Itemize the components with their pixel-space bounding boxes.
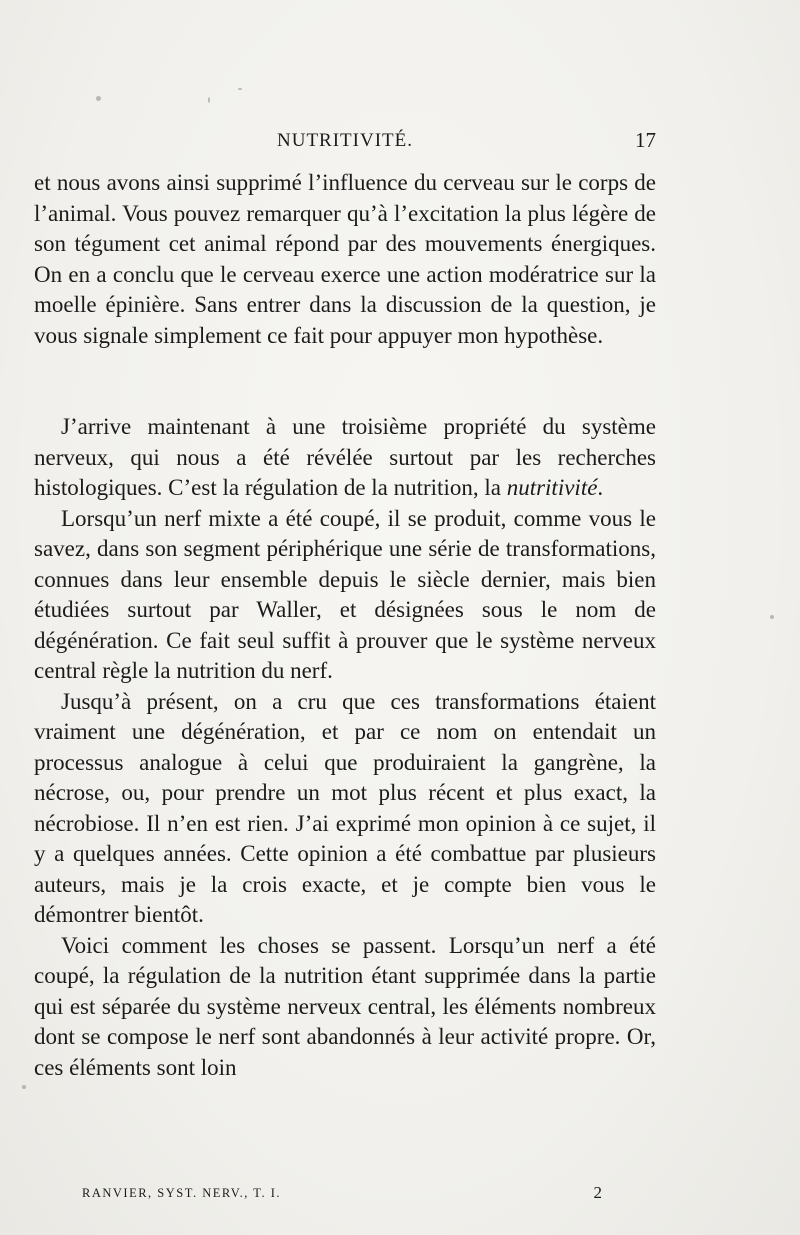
paragraph-4: Jusqu’à présent, on a cru que ces transformations étaient vraiment une dégénération, et par ce nom on entendait un processus analogue à celui que produiraient la gangrène, la nécrose, ou, pour prendre un mot plus récent et plus exact, la nécrobiose. Il n’en est rien. J’ai exprimé mon opinion à ce sujet, il y a quelques années. Cette opinion a été combattue par plusieurs auteurs, mais je la crois exacte, et je compte bien vous le démontrer bientôt. bbox=[34, 688, 656, 927]
paragraph-2-end: . bbox=[597, 475, 604, 500]
paper-speck bbox=[770, 615, 774, 619]
paragraph-3: Lorsqu’un nerf mixte a été coupé, il se produit, comme vous le savez, dans son segment périphérique une série de transformations, connues dans leur ensemble depuis le siècle dernier, mais bien étudiées surtout par Waller, et désignées sous le nom de dégénération. Ce fait seul suffit à prouver que le système nerveux central règle la nutrition du nerf. bbox=[34, 505, 656, 683]
paper-speck bbox=[22, 1085, 26, 1089]
paragraph-2 bbox=[34, 412, 656, 504]
running-title: NUTRITIVITÉ. bbox=[277, 130, 413, 151]
paper-speck bbox=[238, 88, 242, 90]
body-text bbox=[34, 168, 656, 1083]
paragraph-2-text: J’arrive maintenant à une troisième propriété du système nerveux, qui nous a été révélée surtout par les recherches histologiques. C’est la régulation de la nutrition, la bbox=[34, 414, 656, 500]
paragraph-1: et nous avons ainsi supprimé l’influence du cerveau sur le corps de l’animal. Vous pouvez remarquer qu’à l’excitation la plus légère de son tégument cet animal répond par des mouvements énergiques. On en a conclu que le cerveau exerce une action modératrice sur la moelle épinière. Sans entrer dans la discussion de la question, je vous signale simplement ce fait pour appuyer mon hypothèse. bbox=[34, 170, 656, 348]
paragraph-5: Voici comment les choses se passent. Lorsqu’un nerf a été coupé, la régulation de la nutrition étant supprimée dans la partie qui est séparée du système nerveux central, les éléments nombreux dont se compose le nerf sont abandonnés à leur activité propre. Or, ces éléments sont loin bbox=[34, 932, 656, 1080]
page-footer bbox=[82, 1183, 602, 1207]
nutritivite-term: nutritivité bbox=[506, 475, 598, 500]
paper-speck bbox=[96, 96, 101, 101]
printer-signature: RANVIER, SYST. NERV., T. I. bbox=[82, 1186, 282, 1200]
signature-number: 2 bbox=[593, 1183, 602, 1202]
paper-speck bbox=[208, 97, 210, 103]
page-number: 17 bbox=[635, 128, 656, 152]
page-header bbox=[34, 130, 656, 158]
